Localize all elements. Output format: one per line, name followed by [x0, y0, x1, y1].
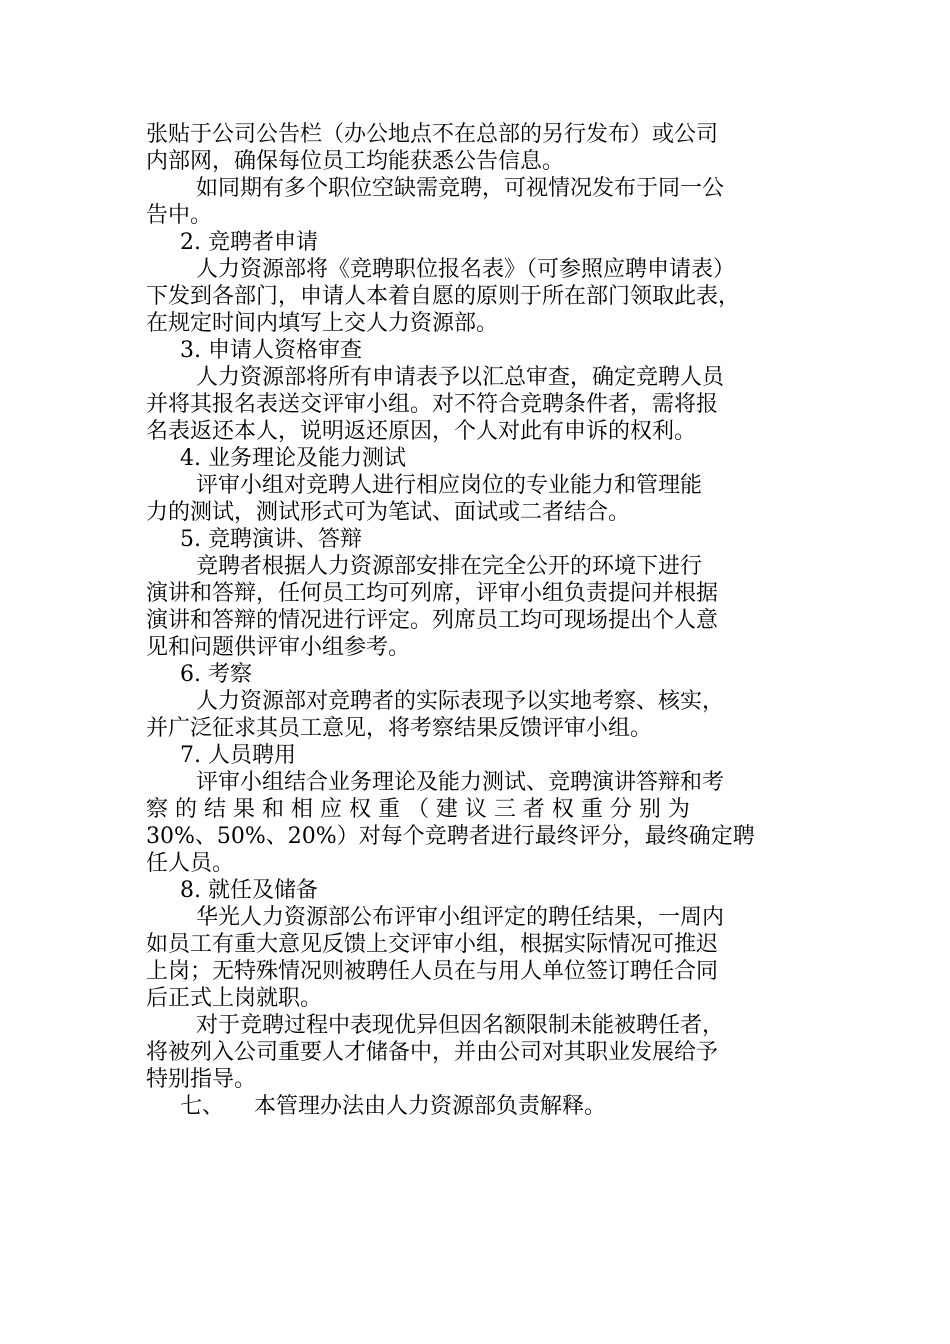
text-line: 名表返还本人，说明返还原因，个人对此有申诉的权利。: [146, 419, 697, 444]
text-line: 人力资源部将所有申请表予以汇总审查，确定竞聘人员: [196, 365, 725, 390]
closing-clause: [146, 1093, 814, 1120]
text-line: 下发到各部门，申请人本着自愿的原则于所在部门领取此表，: [146, 284, 741, 309]
section-heading: 3. 申请人资格审查: [180, 338, 362, 363]
text-line: 察 的 结 果 和 相 应 权 重 （ 建 议 三 者 权 重 分 别 为: [146, 797, 690, 822]
text-line: 上岗；无特殊情况则被聘任人员在与用人单位签订聘任合同: [146, 959, 719, 984]
section-heading: 2. 竞聘者申请: [180, 230, 318, 255]
text-line: 后正式上岗就职。: [146, 986, 323, 1011]
text-line: 对于竞聘过程中表现优异但因名额限制未能被聘任者，: [196, 1013, 725, 1038]
section-heading: 4. 业务理论及能力测试: [180, 446, 406, 471]
section-heading: 5. 竞聘演讲、答辩: [180, 527, 362, 552]
text-line: 内部网，确保每位员工均能获悉公告信息。: [146, 149, 565, 174]
section-heading: 7. 人员聘用: [180, 743, 296, 768]
text-line: 在规定时间内填写上交人力资源部。: [146, 311, 499, 336]
text-line: 并广泛征求其员工意见，将考察结果反馈评审小组。: [146, 716, 653, 741]
text-line: 如同期有多个职位空缺需竞聘，可视情况发布于同一公: [196, 176, 725, 201]
closing-text: 本管理办法由人力资源部负责解释。: [254, 1094, 607, 1119]
section-heading: 8. 就任及储备: [180, 878, 318, 903]
text-line: 告中。: [146, 203, 213, 228]
text-line: 演讲和答辩，任何员工均可列席，评审小组负责提问并根据: [146, 581, 719, 606]
text-line: 张贴于公司公告栏（办公地点不在总部的另行发布）或公司: [146, 122, 719, 147]
text-line: 30%、50%、20%）对每个竞聘者进行最终评分，最终确定聘: [146, 824, 755, 849]
text-line: 华光人力资源部公布评审小组评定的聘任结果，一周内: [196, 905, 725, 930]
text-line: 力的测试，测试形式可为笔试、面试或二者结合。: [146, 500, 631, 525]
text-line: 人力资源部将《竞聘职位报名表》（可参照应聘申请表）: [196, 257, 736, 282]
text-line: 人力资源部对竞聘者的实际表现予以实地考察、核实，: [196, 689, 725, 714]
text-line: 见和问题供评审小组参考。: [146, 635, 411, 660]
document-body: [146, 121, 814, 1120]
text-line: 将被列入公司重要人才储备中，并由公司对其职业发展给予: [146, 1040, 719, 1065]
text-line: 并将其报名表送交评审小组。对不符合竞聘条件者，需将报: [146, 392, 719, 417]
section-heading: 6. 考察: [180, 662, 252, 687]
text-line: 评审小组结合业务理论及能力测试、竞聘演讲答辩和考: [196, 770, 725, 795]
text-line: 如员工有重大意见反馈上交评审小组，根据实际情况可推迟: [146, 932, 719, 957]
text-line: 演讲和答辩的情况进行评定。列席员工均可现场提出个人意: [146, 608, 719, 633]
text-line: 竞聘者根据人力资源部安排在完全公开的环境下进行: [196, 554, 703, 579]
closing-number: 七、: [180, 1094, 225, 1119]
text-line: 任人员。: [146, 851, 235, 876]
text-line: 特别指导。: [146, 1067, 257, 1092]
text-line: 评审小组对竞聘人进行相应岗位的专业能力和管理能: [196, 473, 703, 498]
